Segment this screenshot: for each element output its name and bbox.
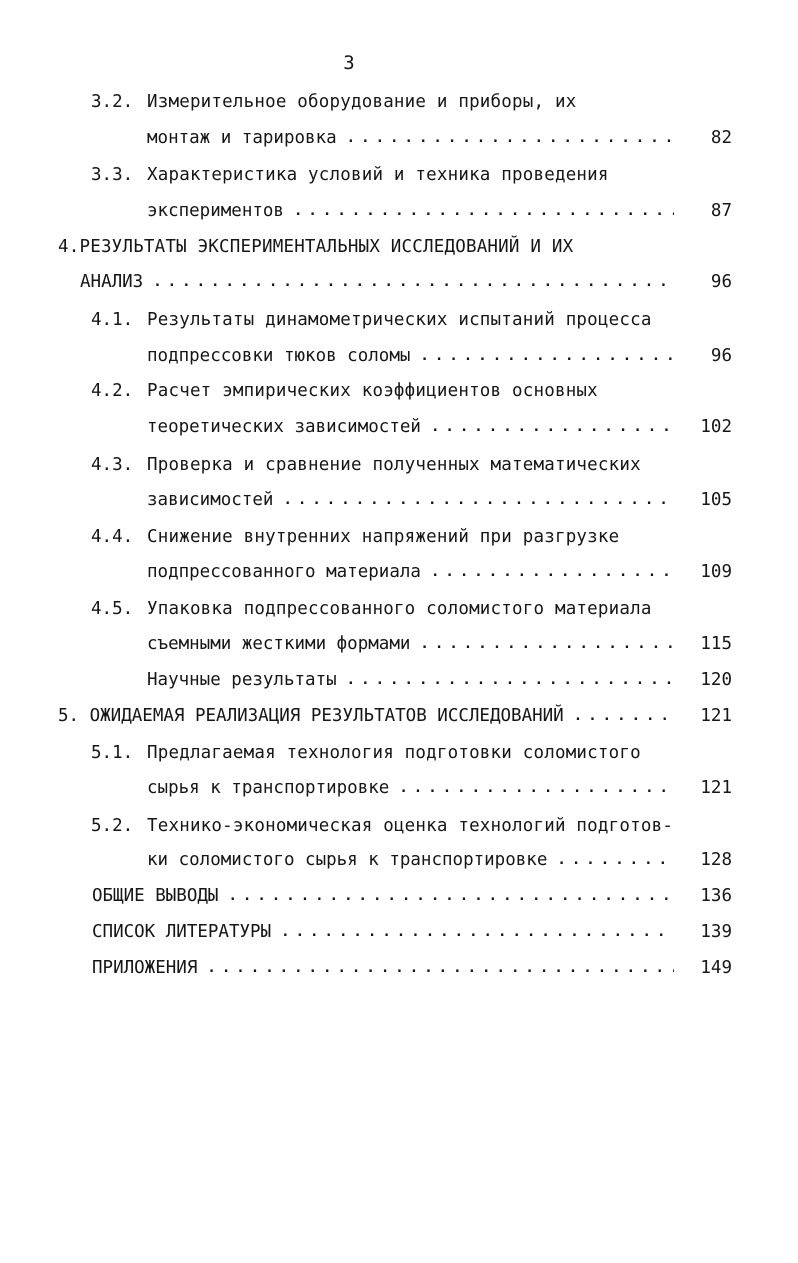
toc-entry-number: 4.5. bbox=[91, 599, 134, 619]
toc-entry-title-cont: сырья к транспортировке . . . bbox=[147, 774, 674, 802]
toc-entry-title-cont: подпрессованного материала . . . bbox=[147, 558, 674, 586]
toc-entry-page: 96 bbox=[710, 272, 732, 292]
toc-entry-title-cont: подпрессовки тюков соломы . . . bbox=[147, 342, 674, 370]
toc-entry-title: Научные результаты . . . bbox=[147, 666, 674, 694]
toc-entry-page: 128 bbox=[700, 850, 732, 870]
toc-entry-title: 4.РЕЗУЛЬТАТЫ ЭКСПЕРИМЕНТАЛЬНЫХ ИССЛЕДОВАНИЙ И ИХ bbox=[58, 237, 574, 257]
toc-entry-title: СПИСОК ЛИТЕРАТУРЫ . . . bbox=[92, 918, 674, 946]
toc-entry-title: Характеристика условий и техника проведения bbox=[147, 165, 609, 185]
toc-entry-page: 136 bbox=[700, 886, 732, 906]
toc-entry-title: 5. ОЖИДАЕМАЯ РЕАЛИЗАЦИЯ РЕЗУЛЬТАТОВ ИССЛЕДОВАНИЙ . . . bbox=[58, 702, 674, 730]
toc-entry-page: 121 bbox=[700, 706, 732, 726]
toc-entry-number: 4.4. bbox=[91, 527, 134, 547]
toc-entry-page: 87 bbox=[710, 201, 732, 221]
toc-entry-number: 4.1. bbox=[91, 310, 134, 330]
toc-entry-number: 5.2. bbox=[91, 816, 134, 836]
toc-entry-number: 5.1. bbox=[91, 743, 134, 763]
toc-entry-page: 139 bbox=[700, 922, 732, 942]
toc-entry-number: 4.3. bbox=[91, 455, 134, 475]
toc-entry-number: 4.2. bbox=[91, 381, 134, 401]
toc-entry-page: 109 bbox=[700, 562, 732, 582]
toc-entry-title: Упаковка подпрессованного соломистого материала bbox=[147, 599, 652, 619]
toc-entry-title-cont: экспериментов . . . bbox=[147, 197, 674, 225]
toc-entry-title: ПРИЛОЖЕНИЯ . . . bbox=[92, 954, 674, 982]
toc-entry-title-cont: АНАЛИЗ . . . bbox=[80, 268, 674, 296]
toc-entry-title: Измерительное оборудование и приборы, их bbox=[147, 92, 577, 112]
toc-entry-number: 3.3. bbox=[91, 165, 134, 185]
toc-entry-title: Снижение внутренних напряжений при разгрузке bbox=[147, 527, 620, 547]
toc-entry-page: 105 bbox=[700, 490, 732, 510]
toc-entry-title-cont: ки соломистого сырья к транспортировке . . . bbox=[147, 846, 674, 874]
toc-entry-title: Расчет эмпирических коэффициентов основных bbox=[147, 381, 598, 401]
toc-entry-title: Технико-экономическая оценка технологий подготов- bbox=[147, 816, 674, 836]
toc-entry-number: 3.2. bbox=[91, 92, 134, 112]
toc-entry-page: 120 bbox=[700, 670, 732, 690]
page-number: 3 bbox=[343, 52, 355, 74]
toc-entry-page: 115 bbox=[700, 634, 732, 654]
toc-entry-page: 96 bbox=[710, 346, 732, 366]
toc-entry-title-cont: зависимостей . . . bbox=[147, 486, 674, 514]
toc-entry-title-cont: монтаж и тарировка . . . bbox=[147, 124, 674, 152]
toc-entry-title: Проверка и сравнение полученных математических bbox=[147, 455, 641, 475]
toc-entry-page: 102 bbox=[700, 417, 732, 437]
toc-entry-page: 121 bbox=[700, 778, 732, 798]
toc-entry-title: Результаты динамометрических испытаний процесса bbox=[147, 310, 652, 330]
toc-entry-title-cont: теоретических зависимостей . . . bbox=[147, 413, 674, 441]
toc-entry-title: ОБЩИЕ ВЫВОДЫ . . . bbox=[92, 882, 674, 910]
toc-entry-page: 149 bbox=[700, 958, 732, 978]
toc-entry-title-cont: съемными жесткими формами . . . bbox=[147, 630, 674, 658]
toc-entry-page: 82 bbox=[710, 128, 732, 148]
toc-entry-title: Предлагаемая технология подготовки соломистого bbox=[147, 743, 641, 763]
